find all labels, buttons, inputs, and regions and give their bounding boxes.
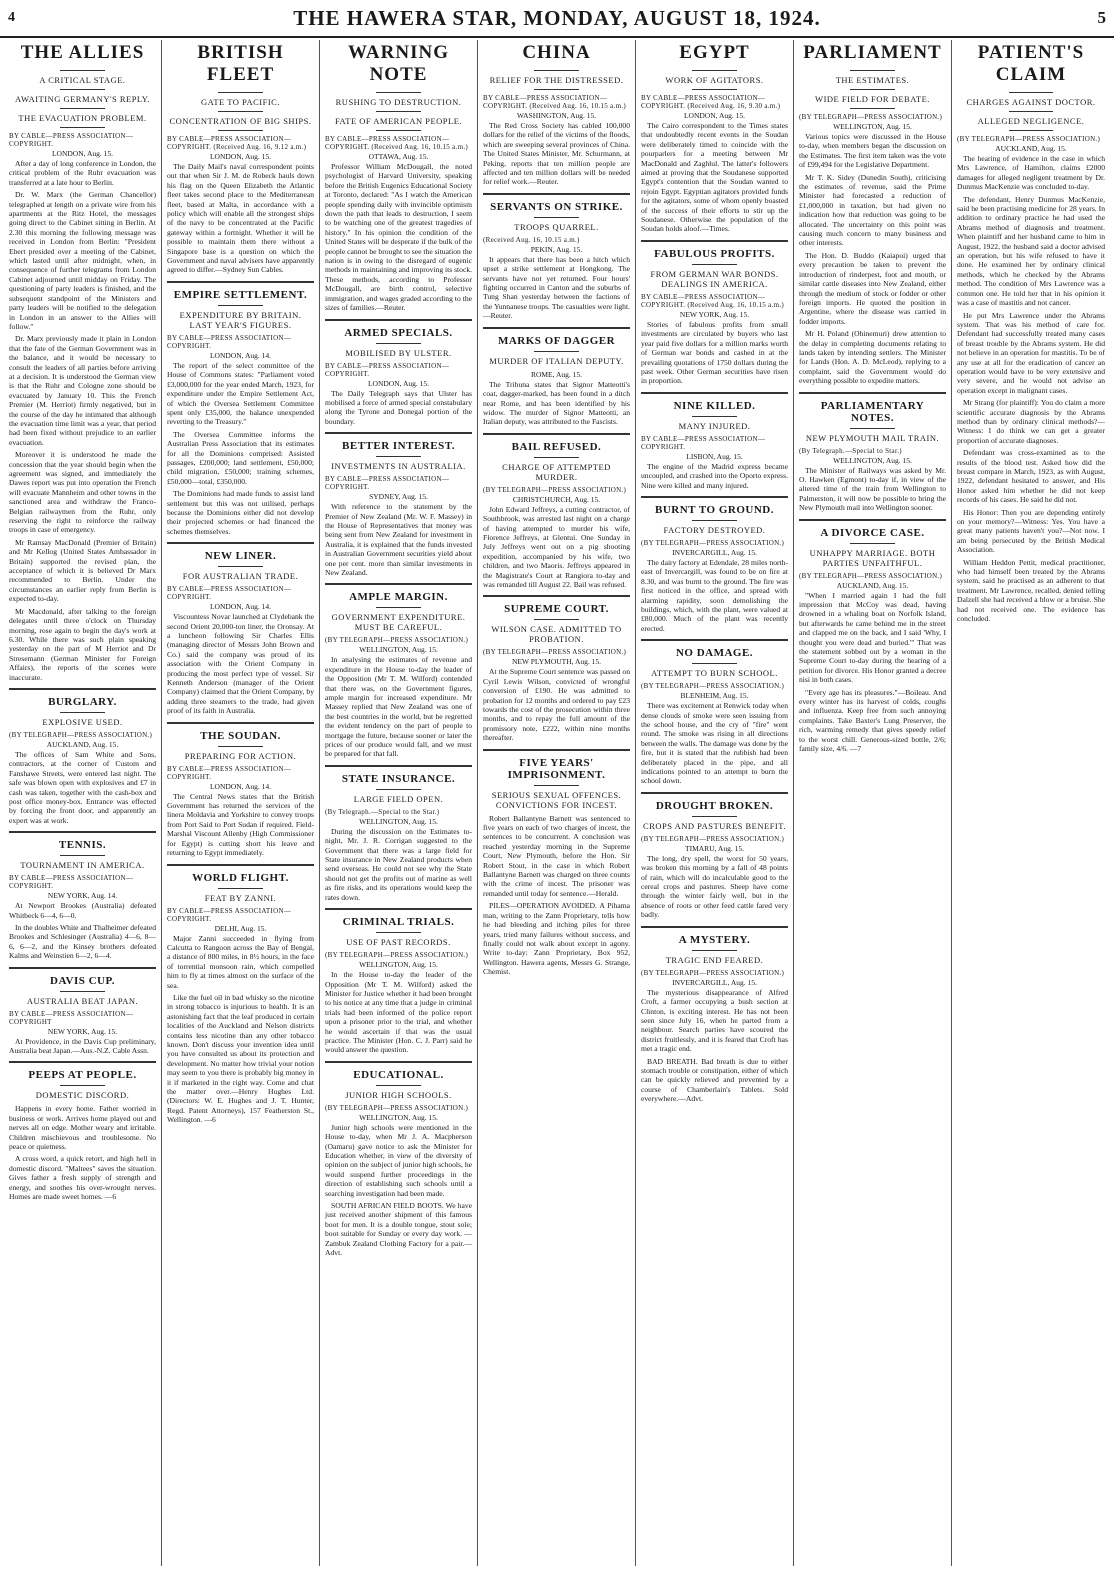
section-divider [167, 722, 314, 724]
news-credit: (BY TELEGRAPH—PRESS ASSOCIATION.) [325, 1103, 469, 1112]
section-title: TENNIS. [58, 839, 107, 852]
news-credit: (Received Aug. 16, 10.15 a.m.) [483, 235, 580, 244]
section-title: EMPIRE SETTLEMENT. [173, 288, 308, 301]
article-paragraph: The Minister of Railways was asked by Mr. O. Hawken (Egmont) to-day if, in view of the altered time of the train from Wellington to Palmerston, it will now be possible to bring the New Plymouth mail into Wellington sooner. [799, 465, 946, 513]
column-headline: CHINA [522, 42, 591, 63]
article-paragraph: PILES—OPERATION AVOIDED. A Pihama man, writing to the Zann Proprietary, tells how he had bleeding and itching piles for three years, tried many failures without success, and finally could not walk about except in agony. Write to-day: Zann Proprietary, Box 952, Wellington. Hawera agents, Messrs G. Strange, Chemist. [483, 901, 630, 977]
article-paragraph: The Dominions had made funds to assist land settlement but this was not utilised, perhaps because the Dominions either did not develop their projected schemes or had financed the schemes themselves. [167, 489, 314, 536]
divider [692, 520, 736, 521]
article-paragraph: With reference to the statement by the Premier of New Zealand (Mr. W. F. Massey) in the House of Representatives that money was being sent from New Zealand for investment in Australia, it is explained that the funds invested in Australian Government securities yield about one per cent. more than similar investments in New Zealand. [325, 502, 472, 577]
article-paragraph: The mysterious disappearance of Alfred Croft, a farmer occupying a bush section at Clinton, is exciting interest. He has not been seen since July 16, when he parted from a neighbour. Search parties have scoured the district fruitlessly, and it is feared that Croft has met a tragic end. [641, 987, 788, 1054]
divider [60, 855, 104, 856]
article-paragraph: Junior high schools were mentioned in the House to-day, when Mr J. A. Macpherson (Oamaru) gave notice to ask the Minister for Education whether, in view of the diversity of opinion on the subject of junior high schools, he would suspend further proceedings in the direction of establishing such schools until a searching investigation had been made. [325, 1122, 472, 1198]
section-deck: LARGE FIELD OPEN. [353, 793, 444, 804]
section-divider [799, 519, 946, 521]
dateline: WELLINGTON, Aug. 15. [359, 816, 438, 826]
article-paragraph: Defendant was cross-examined as to the results of the blood test. Asked how did the breast compare in March, 1923, as with August, 1922, defendant hesitated to answer, and His Honor asked him whether he did not keep records of his cases. He said he did not. [957, 448, 1105, 505]
dateline: LONDON, Aug. 15. [209, 152, 272, 161]
news-column [952, 40, 1110, 1566]
dateline: BLENHEIM, Aug. 15. [680, 691, 749, 701]
dateline: AUCKLAND, Aug. 15. [836, 580, 909, 590]
article-paragraph: After a day of long conference in London, the critical problem of the Ruhr evacuation was transferred at a late hour to Berlin. [9, 159, 156, 187]
section-title: BURGLARY. [48, 695, 117, 708]
divider [692, 70, 736, 71]
headline-deck: FATE OF AMERICAN PEOPLE. [334, 116, 463, 126]
news-credit: BY CABLE—PRESS ASSOCIATION—COPYRIGHT [9, 1009, 134, 1026]
news-credit: BY CABLE—PRESS ASSOCIATION—COPYRIGHT. [325, 475, 450, 492]
article-paragraph: SOUTH AFRICAN FIELD BOOTS. We have just received another shipment of this famous boot for men. It is a double tongue, stout sole; boot suitable for Sunday or every day work. —Zambuk Zealand Clothing Factory for a pair.—Advt. [325, 1201, 472, 1258]
section-deck: EXPLOSIVE USED. [42, 716, 123, 727]
dateline: PEKIN, Aug. 15. [530, 244, 583, 254]
news-credit: (BY TELEGRAPH—PRESS ASSOCIATION.) [641, 682, 785, 691]
column-headline: BRITISH FLEET [197, 42, 284, 85]
section-deck: SERIOUS SEXUAL OFFENCES. CONVICTIONS FOR INCEST. [491, 789, 622, 810]
divider [534, 619, 578, 620]
article-paragraph: In the doubles White and Thalheimer defeated Brookes and Schlesinger (Australia) 4—6, 8—6, 6—2, and the Kinsey brothers defeated Kalms and Weinstien 6—2, 6—4. [9, 923, 156, 961]
divider [376, 789, 420, 790]
section-title: BAIL REFUSED. [511, 440, 602, 453]
column-headline: WARNING NOTE [348, 42, 449, 85]
news-column [320, 40, 478, 1566]
news-credit: (BY TELEGRAPH—PRESS ASSOCIATION.) [641, 834, 785, 843]
dateline: SYDNEY, Aug. 15. [369, 492, 428, 502]
article-paragraph: His Honor: Then you are depending entirely on your memory?—Witness: Yes. You have a great many patients haven't you?—Not now. I am being persecuted by the British Medical Association. [957, 507, 1105, 555]
headline-deck: A CRITICAL STAGE. [39, 75, 126, 85]
divider [60, 89, 104, 90]
article-paragraph: William Heddon Pettit, medical practitioner, who had himself been treated by the Abrams system, said he practised as an adherent to that treatment. Mr Lawrence, recalled, denied telling Dalzell she had received a blow or a bruise. She had not received one. The evidence has concluded. [957, 557, 1105, 624]
divider [376, 456, 420, 457]
article-paragraph: A cross word, a quick retort, and high hell in domestic discord. "Maltees" saves the situation. Gives father a fresh supply of strength and energy, and soothes his over-wrought nerves. Homes are made sweet homes. —6 [9, 1154, 156, 1202]
divider [850, 428, 894, 429]
headline-deck: ALLEGED NEGLIGENCE. [977, 116, 1085, 126]
dateline: NEW YORK, Aug. 15. [47, 1026, 118, 1036]
section-deck: WILSON CASE. ADMITTED TO PROBATION. [491, 624, 622, 645]
section-divider [9, 688, 156, 690]
section-deck: DOMESTIC DISCORD. [35, 1090, 130, 1101]
section-deck: UNHAPPY MARRIAGE. BOTH PARTIES UNFAITHFUL. [809, 547, 936, 568]
section-divider [641, 496, 788, 498]
dateline: LONDON, Aug. 14. [209, 602, 272, 612]
headline-deck: CHARGES AGAINST DOCTOR. [966, 97, 1096, 107]
article-paragraph: The offices of Sam White and Sons, contractors, at the corner of Custom and Fanshawe Streets, were entered last night. The safe was blown open with explosives and £7 in cash was taken, together with the cash-box and post office money-box. Entrance was effected by forcing the front door, and apparently an expert was at work. [9, 749, 156, 825]
section-divider [325, 583, 472, 585]
divider [376, 111, 420, 112]
article-paragraph: At Newport Brookes (Australia) defeated Whitbeck 6—4, 6—0. [9, 901, 156, 920]
section-deck: FACTORY DESTROYED. [663, 524, 766, 535]
section-title: EDUCATIONAL. [353, 1068, 444, 1081]
section-deck: FEAT BY ZANNI. [204, 892, 277, 903]
article-paragraph: Happens in every home. Father worried in business or work. Arrives home played out and nerves all on edge. Mother weary and irritable. Children mischievous and troublesome. No peace or quietness. [9, 1104, 156, 1152]
news-column [794, 40, 952, 1566]
dateline: AUCKLAND, Aug. 15. [46, 739, 119, 749]
news-credit: (BY TELEGRAPH—PRESS ASSOCIATION.) [799, 571, 943, 580]
news-credit: (By Telegraph.—Special to the Star.) [325, 807, 440, 816]
article-paragraph: Mr Strang (for plaintiff): You do claim a more scientific accurate diagnosis by the Abrams method than by ordinary clinical methods?—Witness: I do think we can get a greater proportion of accurate diagnoses. [957, 398, 1105, 445]
dateline: ROME, Aug. 15. [530, 369, 583, 379]
headline-deck: RELIEF FOR THE DISTRESSED. [489, 75, 624, 85]
divider [692, 663, 736, 664]
article-paragraph: The Cairo correspondent to the Times states that undoubtedly recent events in the Soudan were deliberately timed to coincide with the pourparlers for a meeting between Mr MacDonald and Zaghlul. The latter's followers aimed at proving that the Soudanese supported Egypt's contention that the Soudan wanted to rejoin Egypt. Egyptian agitators provided funds for the agitators, some of whom openly boasted of the success of their efforts to stir up the Soudanese. Otherwise the population of the Soudan holds aloof.—Times. [641, 121, 788, 234]
dateline: DELHI, Aug. 15. [214, 923, 267, 933]
article-paragraph: Dr. W. Marx (the German Chancellor) telegraphed at length on a private wire from his apartments at the Ritz Hotel, the messages going direct to the Cabinet sitting in Berlin. At 2.30 this morning the following message was received in London from Berlin: "President Ebert presided over a meeting of the Cabinet, which lasted until after midnight, when, in consequence of further telegrams from London Cabinet adjourned until midday on Friday. The questioning of party leaders is finished, and the subsequent standpoint of the Ministers and party leaders will be notified to the delegation in London in an answer to the Allies will follow." [9, 190, 156, 331]
news-credit: (By Telegraph.—Special to Star.) [799, 446, 902, 455]
section-deck: INVESTMENTS IN AUSTRALIA. [331, 461, 466, 472]
headline-deck: AWAITING GERMANY'S REPLY. [15, 94, 150, 104]
section-deck: GOVERNMENT EXPENDITURE. MUST BE CAREFUL. [331, 612, 466, 633]
article-paragraph: The Tribuna states that Signor Matteotti's coat, dagger-marked, has been found in a ditch near Rome, and has been identified by his widow. The murder of Signor Matteotti, an Italian deputy, was attributed to the Fascists. [483, 379, 630, 427]
section-divider [483, 327, 630, 329]
headline-deck: GATE TO PACIFIC. [201, 97, 280, 107]
section-title: CRIMINAL TRIALS. [342, 916, 455, 929]
section-divider [325, 765, 472, 767]
article-paragraph: Major Zanni succeeded in flying from Calcutta to Rangoon across the Bay of Bengal, a distance of 800 miles, in 8½ hours, in the face of torrential monsoon rain, which compelled him to fly at times almost on the surface of the sea. [167, 933, 314, 990]
section-title: PARLIAMENTARY NOTES. [820, 399, 925, 424]
news-column [478, 40, 636, 1566]
section-title: STATE INSURANCE. [341, 772, 456, 785]
section-deck: ATTEMPT TO BURN SCHOOL. [651, 668, 778, 679]
divider [376, 1085, 420, 1086]
section-deck: JUNIOR HIGH SCHOOLS. [345, 1089, 452, 1100]
section-divider [641, 792, 788, 794]
column-headline: PARLIAMENT [803, 42, 942, 63]
dateline: AUCKLAND, Aug. 15. [995, 144, 1067, 153]
section-divider [483, 433, 630, 435]
section-title: AMPLE MARGIN. [349, 591, 448, 604]
news-credit: BY CABLE—PRESS ASSOCIATION—COPYRIGHT. [167, 906, 292, 923]
news-credit: BY CABLE—PRESS ASSOCIATION—COPYRIGHT. (Received Aug. 16, 10.15 a.m.) [483, 94, 627, 110]
section-deck: CROPS AND PASTURES BENEFIT. [643, 820, 786, 831]
news-credit: BY CABLE—PRESS ASSOCIATION—COPYRIGHT. (Received Aug. 16, 10.15 a.m.) [641, 292, 785, 309]
section-deck: TOURNAMENT IN AMERICA. [20, 860, 145, 871]
article-paragraph: At Providence, in the Davis Cup preliminary, Australia beat Japan.—Aus.-N.Z. Cable Assn. [9, 1036, 156, 1056]
news-credit: BY CABLE—PRESS ASSOCIATION—COPYRIGHT. (Received Aug. 16, 9.30 a.m.) [641, 94, 781, 110]
page-number-left: 4 [8, 10, 15, 25]
article-paragraph: The Oversea Committee informs the Australian Press Association that its estimates for all the Dominions comprised: Assisted passages, £200,000; land settlement, £50,000; child migration, £50,000; training schemes, £50,000—total, £350,000. [167, 429, 314, 486]
section-title: FIVE YEARS' IMPRISONMENT. [507, 756, 606, 781]
divider [850, 89, 894, 90]
article-paragraph: In analysing the estimates of revenue and expenditure in the House to-day the leader of the Opposition (Mr T. M. Wilford) contended that there was, on the Government figures, ample margin for increased expenditure. Mr Massey replied that New Zealand was one of the best countries in the world, but he regretted the evident tendency on the part of people to mortgage the future, because sooner or later the prices of our produce would fall, and we must be prepared for that fall. [325, 655, 472, 759]
masthead [0, 0, 1114, 38]
news-credit: (BY TELEGRAPH—PRESS ASSOCIATION.) [641, 968, 785, 977]
article-paragraph: Professor William McDougall, the noted psychologist of Harvard University, speaking before the British Eugenics Educational Society at Toronto, declared: "As I watch the American people spending daily with invincible optimism down the path that leads to destruction, I seem to be watching one of the greatest tragedies of history." In his opinion the condition of the United States will be desperate if the bulk of the people cannot be brought to see the situation the nation is in owing to the disregard of eugenic methods in maintaining and improving its stock. These methods, according to Professor McDougall, are birth control, selective immigration, and wages graded according to the sizes of families.—Reuter. [325, 162, 473, 313]
section-divider [641, 240, 788, 242]
section-title: DROUGHT BROKEN. [655, 799, 774, 812]
divider [60, 712, 104, 713]
section-deck: TROOPS QUARREL. [514, 221, 599, 232]
divider [60, 991, 104, 992]
divider [692, 950, 736, 951]
section-divider [325, 432, 472, 434]
article-paragraph: It appears that there has been a hitch which upset a strike settlement at Hongkong. The servants have not yet returned. Four hours' fighting occurred in Canton and the suburbs of Tung Shan yesterday between the factions of the Yunnanese troops. The casualties were light.—Reuter. [483, 254, 630, 321]
section-deck: EXPENDITURE BY BRITAIN. LAST YEAR'S FIGURES. [179, 309, 302, 330]
article-paragraph: The Hon. D. Buddo (Kaiapoi) urged that every precaution be taken to prevent the introduction of rinderpest, foot and mouth, or similar cattle diseases into New Zealand, either through the medium of stock or fodder or other foreign imports. He quoted the position in Argentine, where the disease was carried in fodder imports. [799, 250, 946, 326]
divider [218, 92, 262, 93]
divider [692, 416, 736, 417]
article-paragraph: Mr Macdonald, after talking to the foreign delegates until three o'clock on Thursday morning, rose again to begin the day's work at 6.30. While there was such plain speaking yesterday on the part of M Herriot and Dr Stresemann (German Minister for Foreign Affairs), the reports of the scenes were inaccurate. [9, 606, 156, 682]
dateline: TIMARU, Aug. 15. [685, 843, 744, 853]
article-paragraph: The report of the select committee of the House of Commons states: "Parliament voted £3,000,000 for the year ended March, 1923, for expenditure under the Empire Settlement Act, of which the Oversea Settlement Committee spent only £35,000, the balance unexpended reverting to the Treasury." [167, 360, 314, 427]
dateline: WELLINGTON, Aug. 15. [359, 960, 438, 970]
section-title: SERVANTS ON STRIKE. [490, 200, 623, 213]
dateline: NEW PLYMOUTH, Aug. 15. [511, 657, 602, 667]
divider [850, 543, 894, 544]
section-deck: AUSTRALIA BEAT JAPAN. [26, 995, 139, 1006]
divider [692, 264, 736, 265]
article-paragraph: John Edward Jeffreys, a cutting contractor, of Southbrook, was arrested last night on a charge of having attempted to murder his wife, Florence Jeffreys, at Glentui. One Sunday in July Jeffreys went out on a pig shooting expedition, accompanied by his wife, two children, and two Maoris. Jeffreys appeared in the Magistrate's Court at Rangiora to-day and was remanded till August 22. Bail was refused. [483, 504, 630, 589]
divider [1009, 130, 1053, 131]
section-title: BURNT TO GROUND. [655, 503, 774, 516]
article-paragraph: Like the fuel oil in bad whisky so the nicotine in strong tobacco is injurious to health. It is an astonishing fact that the leaf produced in certain localities of the Auckland and Nelson districts contains less nicotine than any other tobacco known. Don't discuss your invention idea until you have consulted us about its protection and development. No matter how trivial your notion may seem to you there is probably big money in it if marketed in the right way. Come and chat the matter over.—Henry Hughes Ltd. (Directors: W. E. Hughes and J. T. Hunter, Regd. Patent Attorneys), 157 Featherston St., Wellington. —6 [167, 992, 314, 1125]
section-deck: FROM GERMAN WAR BONDS. DEALINGS IN AMERICA. [650, 268, 779, 289]
page-number: 5 [1097, 8, 1106, 27]
article-paragraph: The dairy factory at Edendale, 28 miles north-east of Invercargill, was found to be on fire at 8.30, and was burnt to the ground. The fire was first noticed in the office, and spread with alarming rapidity, soon demolishing the buildings, which, with the plant, were valued at £80,000. Much of the plant was recently erected. [641, 557, 788, 633]
section-title: MARKS OF DAGGER [497, 334, 616, 347]
divider [60, 108, 104, 109]
headline-deck: WIDE FIELD FOR DEBATE. [815, 94, 930, 104]
article-paragraph: Various topics were discussed in the House to-day, when members began the discussion on the Estimates. The first item taken was the vote of £99,494 for the Legislative Department. [799, 132, 946, 170]
section-deck: MOBILISED BY ULSTER. [345, 347, 452, 358]
column-headline: EGYPT [679, 42, 750, 63]
divider [534, 785, 578, 786]
section-title: DAVIS CUP. [50, 974, 115, 987]
section-title: THE SOUDAN. [200, 729, 281, 742]
section-divider [325, 1061, 472, 1063]
article-paragraph: "When I married again I had the full impression that McCoy was dead, having drowned in a whaling boat on Norfolk Island, but afterwards he came behind me in the street and clapped me on the back, and I said 'Why, I thought you were dead and buried.'" That was the statement sobbed out by a woman in the Supreme Court to-day during the hearing of a petition for divorce. His Honor granted a decree nisi in both cases. [799, 590, 946, 685]
news-credit: (BY TELEGRAPH—PRESS ASSOCIATION.) [325, 636, 469, 645]
divider [376, 607, 420, 608]
article-paragraph: Mr H. Poland (Ohinemuri) drew attention to the delay in completing documents relating to lands taken by intending settlers. The Minister for Lands (Hon. A. D. McLeod), replying to a complaint, said the Government would do everything possible to expedite matters. [799, 329, 946, 386]
news-credit: BY CABLE—PRESS ASSOCIATION—COPYRIGHT. [167, 764, 292, 781]
dateline: LONDON, Aug. 15. [683, 111, 746, 120]
dateline: CHRISTCHURCH, Aug. 15. [512, 494, 601, 504]
article-paragraph: The Daily Telegraph says that Ulster has mobilised a force of armed special constabulary along the Tyrone and Donegal portion of the boundary. [325, 388, 472, 426]
article-paragraph: There was excitement at Renwick today when dense clouds of smoke were seen issuing from the school house, and the cry of "fire" went round. The smoke was rising in all directions between the walls. The damage was done by the fire, but it is stated that the rubbish had been deliberately placed in the pipe, and all indications pointed to an attempt to burn the school down. [641, 701, 788, 786]
column-headline: PATIENT'S CLAIM [977, 42, 1085, 85]
section-deck: FOR AUSTRALIAN TRADE. [182, 571, 299, 582]
section-divider [167, 864, 314, 866]
dateline: WELLINGTON, Aug. 15. [833, 455, 912, 465]
dateline: LONDON, Aug. 14. [209, 781, 272, 791]
headline-deck: THE ESTIMATES. [835, 75, 910, 85]
section-deck: MURDER OF ITALIAN DEPUTY. [489, 355, 624, 366]
divider [218, 888, 262, 889]
news-credit: BY CABLE—PRESS ASSOCIATION—COPYRIGHT. (Received Aug. 16, 9.12 a.m.) [167, 135, 307, 151]
article-paragraph: The hearing of evidence in the case in which Mrs Lawrence, of Hamilton, claims £2000 damages for alleged negligent treatment by Dr. Dunmus MacKenzie was concluded to-day. [957, 154, 1105, 192]
section-deck: NEW PLYMOUTH MAIL TRAIN. [805, 432, 940, 443]
headline-deck: RUSHING TO DESTRUCTION. [335, 97, 462, 107]
divider [850, 70, 894, 71]
divider [60, 70, 104, 71]
divider [60, 1085, 104, 1086]
divider [692, 816, 736, 817]
article-paragraph: Viscountess Novar launched at Clydebank the second Orient 20,000-ton liner, the Oronsay. At a luncheon following Sir Charles Ellis (managing director of Messrs John Brown and Co.) said the company was proud of its association with the Orient Company in producing the most perfect type of vessel. Sir Kenneth Anderson (manager of the Orient Company) claimed that the Orient Company, by adding three steamers to the trade, had given proof of its faith in Australia. [167, 612, 314, 716]
section-divider [483, 749, 630, 751]
article-paragraph: The Red Cross Society has cabled 100,000 dollars for the relief of the victims of the floods, which are sweeping several provinces of China. The United States Minister, Mr. Schurmann, at Peking, reports that ten million people are affected and ten million dollars will be needed for relief work.—Reuter. [483, 121, 630, 187]
article-paragraph: The defendant, Henry Dunmus MacKenzie, said he been practising medicine for 28 years. In addition to ordinary practice he had used the Abrams method of diagnosis and treatment. When plaintiff and her husband came to him in August, 1922, the husband said a doctor advised an operation, but his wife refused to have it done. He examined her by ordinary clinical methods, which he checked by the Abrams method. The condition of Mrs Lawrence was a common one. He told her that in his opinion it was a case of mastitis and not cancer. [957, 194, 1105, 308]
article-paragraph: The Central News states that the British Government has returned the services of the linera Moldavia and Yorkshire to convey troops from Port Said to Port Sudan if required. Field-Marshal Viscount Allenby (High Commissioner for Egypt) is cutting short his leave and returning to Egypt immediately. [167, 791, 314, 858]
divider [376, 130, 420, 131]
section-title: NEW LINER. [204, 550, 277, 563]
divider [534, 217, 578, 218]
section-deck: PREPARING FOR ACTION. [184, 750, 297, 761]
divider [534, 70, 578, 71]
divider [218, 130, 262, 131]
section-divider [325, 319, 472, 321]
divider [218, 746, 262, 747]
section-divider [167, 542, 314, 544]
article-paragraph: The long, dry spell, the worst for 50 years, was broken this morning by a fall of 48 points of rain, which will do incalculable good to the cereal crops and pastures. Sheep have come through the winter fairly well, but in the absence of roots or other feed cattle fared very badly. [641, 853, 788, 920]
divider [692, 89, 736, 90]
section-divider [167, 281, 314, 283]
newspaper-title: THE HAWERA STAR, MONDAY, AUGUST 18, 1924. [293, 6, 821, 30]
section-divider [799, 392, 946, 394]
section-divider [9, 831, 156, 833]
section-title: PEEPS AT PEOPLE. [28, 1069, 137, 1082]
section-deck: TRAGIC END FEARED. [665, 954, 764, 965]
article-paragraph: "Every age has its pleasures."—Boileau. And every winter has its harvest of colds, coughs and influenza. Keep free from such annoying complaints. Take Baxter's Lung Preserver, the rich, warming remedy that gives speedy relief to the worst chill. Generous-sized bottle, 2/6; family size, 4/6. —7 [799, 687, 946, 754]
divider [218, 111, 262, 112]
divider [218, 566, 262, 567]
section-title: SUPREME COURT. [504, 603, 609, 616]
section-title: A MYSTERY. [678, 933, 751, 946]
dateline: WELLINGTON, Aug. 15. [359, 645, 438, 655]
headline-deck: THE EVACUATION PROBLEM. [18, 113, 147, 123]
news-credit: (BY TELEGRAPH—PRESS ASSOCIATION.) [325, 951, 469, 960]
column-headline: THE ALLIES [20, 42, 145, 63]
section-divider [9, 967, 156, 969]
section-title: FABULOUS PROFITS. [654, 247, 775, 260]
article-paragraph: Mr T. K. Sidey (Dunedin South), criticising the estimates of revenue, said the Prime Minister had forecasted a reduction of £1,000,000 in taxation, but had given no indication how that reduction was going to be allocated. The uncertainty on this point was causing much concern to many business and other interests. [799, 172, 946, 248]
divider [376, 343, 420, 344]
dateline: OTTAWA, Aug. 15. [368, 152, 429, 161]
divider [1009, 111, 1053, 112]
dateline: WELLINGTON, Aug. 15. [833, 122, 912, 131]
news-credit: (BY TELEGRAPH—PRESS ASSOCIATION.) [957, 135, 1101, 143]
section-divider [483, 193, 630, 195]
dateline: LONDON, Aug. 15. [367, 378, 430, 388]
article-paragraph: The Daily Mail's naval correspondent points out that when Sir J. M. de Robeck hauls down his flag on the Queen Elizabeth the Atlantic fleet takes second place to the Mediterranean fleet, based at Malta, in accordance with a policy which will enable all the strongest ships of the navy to be concentrated at the Pacific gateway within a fortnight. Whether it will be possible to maintain them there without a Singapore base is a question on which the Government and naval advisers have apparently agreed to differ.—Sydney Sun Cables. [167, 162, 314, 275]
dateline: LISBON, Aug. 15. [686, 451, 743, 461]
news-credit: BY CABLE—PRESS ASSOCIATION—COPYRIGHT. (Received Aug. 16, 10.15 a.m.) [325, 135, 469, 151]
section-divider [9, 1061, 156, 1063]
divider [850, 108, 894, 109]
divider [534, 351, 578, 352]
article-paragraph: Dr. Marx previously made it plain in London that the fate of the German Government was in the balance, and it would be necessary to consult the leaders of all parties before arriving at a decision. It is understood the German view is that the Ruhr and Cologne zone should be evacuated by January 10. This the French Premier (M. Herriot) firmly negatived, but in the course of the day he intimated that although the evacuation time limit was a year, that period had been fixed without prejudice to an earlier evacuation. [9, 334, 156, 447]
article-paragraph: BAD BREATH. Bad breath is due to either stomach trouble or constipation, either of which can be quickly relieved and prevented by a course of Chamberlain's Tablets. Sold everywhere.—Advt. [641, 1056, 788, 1104]
divider [376, 932, 420, 933]
dateline: NEW YORK, Aug. 14. [47, 891, 118, 901]
dateline: LONDON, Aug. 14. [209, 350, 272, 360]
news-credit: BY CABLE—PRESS ASSOCIATION—COPYRIGHT. [167, 585, 292, 602]
divider [376, 92, 420, 93]
section-divider [641, 926, 788, 928]
section-divider [641, 639, 788, 641]
news-credit: BY CABLE—PRESS ASSOCIATION—COPYRIGHT. [167, 333, 292, 350]
divider [60, 127, 104, 128]
article-paragraph: At the Supreme Court sentence was passed on Cyril Lewis Wilson, convicted of wrongful conversion of £190. He was admitted to probation for 12 months and ordered to pay £23 towards the cost of the prosecution within three months, and to repay the full amount of the promissory note, £222, within nine months thereafter. [483, 667, 630, 743]
news-column [162, 40, 320, 1566]
section-deck: MANY INJURED. [678, 420, 751, 431]
section-divider [325, 908, 472, 910]
section-title: NO DAMAGE. [675, 647, 754, 660]
news-credit: (BY TELEGRAPH—PRESS ASSOCIATION.) [799, 113, 943, 121]
article-paragraph: Stories of fabulous profits from small investments are circulated by buyers who last year paid five dollars for a million marks worth of German war bonds and cashed in at the prevailing quotations of 1750 dollars during the past week. Other German securities have risen in proportion. [641, 319, 788, 386]
news-column [636, 40, 794, 1566]
divider [218, 305, 262, 306]
news-credit: BY CABLE—PRESS ASSOCIATION—COPYRIGHT. [325, 361, 450, 378]
page-columns [4, 40, 1110, 1566]
divider [1009, 92, 1053, 93]
article-paragraph: Mr Ramsay MacDonald (Premier of Britain) and Mr Kellog (United States Ambassador in Britain) supported the revised plan, the acceptance of which it is believed Dr Marx recommended to Berlin. Under the circumstances an earlier reply from Berlin is expected to-day. [9, 537, 156, 604]
headline-deck: CONCENTRATION OF BIG SHIPS. [169, 116, 312, 126]
article-paragraph: Moreover it is understood he made the concession that the year should begin when the agreement was signed, and immediately the Dawes report was put into operation the French will evacuate Mannheim and other towns in the sanctioned area and withdraw the Franco-Belgian railwaymen from the Ruhr, only reserving the right to reinforce the railway troops in case of emergency. [9, 450, 156, 535]
section-deck: USE OF PAST RECORDS. [346, 937, 451, 948]
section-title: NINE KILLED. [673, 399, 756, 412]
news-credit: (BY TELEGRAPH—PRESS ASSOCIATION.) [483, 485, 627, 494]
news-credit: BY CABLE—PRESS ASSOCIATION—COPYRIGHT. [9, 874, 134, 891]
divider [534, 89, 578, 90]
section-divider [483, 595, 630, 597]
section-deck: CHARGE OF ATTEMPTED MURDER. [502, 461, 611, 482]
dateline: INVERCARGILL, Aug. 15. [672, 547, 757, 557]
article-paragraph: In the House to-day the leader of the Opposition (Mr T. M. Wilford) asked the Minister for Justice whether it had been brought to his notice at any time that a judge in criminal trials had been informed of the police report upon a prisoner prior to the trial, and whether he would ascertain if that was the usual practice. The Minister (Hon. C. J. Parr) said he would answer the question. [325, 970, 472, 1055]
dateline: INVERCARGILL, Aug. 15. [672, 977, 757, 987]
section-title: A DIVORCE CASE. [820, 526, 925, 539]
dateline: WELLINGTON, Aug. 15. [359, 1112, 438, 1122]
dateline: NEW YORK, Aug. 15. [679, 309, 750, 319]
dateline: LONDON, Aug. 15. [51, 149, 114, 158]
news-credit: (BY TELEGRAPH—PRESS ASSOCIATION.) [641, 538, 785, 547]
article-paragraph: Robert Ballantyne Barnett was sentenced to five years on each of two charges of incest, the sentences to be concurrent. A conclusion was reached yesterday morning in the Supreme Court, New Plymouth, before the Hon. Sir Robert Stout, in the case in which Robert Ballantyne Barnett was charged on three counts with the crime of incest. The prisoner was remanded until today for sentence.—Herald. [483, 813, 630, 898]
news-column [4, 40, 162, 1566]
section-divider [641, 392, 788, 394]
article-paragraph: The engine of the Madrid express became uncoupled, and crashed into the Oporto express. Nine were killed and many injured. [641, 461, 788, 490]
dateline: WASHINGTON, Aug. 15. [516, 111, 597, 120]
news-credit: BY CABLE—PRESS ASSOCIATION—COPYRIGHT. [9, 132, 134, 148]
news-credit: (BY TELEGRAPH—PRESS ASSOCIATION.) [483, 648, 627, 657]
news-credit: BY CABLE—PRESS ASSOCIATION—COPYRIGHT. [641, 434, 766, 451]
section-title: ARMED SPECIALS. [344, 326, 453, 339]
section-title: WORLD FLIGHT. [192, 871, 289, 884]
article-paragraph: During the discussion on the Estimates to-night, Mr. J. R. Corrigan suggested to the Government that there was a large field for State insurance in New Zealand products when send overseas. He could not see why the State should not get the profits out of marine as well as fire risks, and its operations would keep the rates down. [325, 826, 472, 902]
divider [534, 457, 578, 458]
news-credit: (BY TELEGRAPH—PRESS ASSOCIATION.) [9, 730, 153, 739]
headline-deck: WORK OF AGITATORS. [665, 75, 764, 85]
section-title: BETTER INTEREST. [342, 440, 455, 453]
article-paragraph: He put Mrs Lawrence under the Abrams system. That was his method of care for. Defendant had successfully treated many cases of breast trouble by the Abrams system. He did not believe in an operation for mastitis. To be of any use at all for the eradication of cancer an operation would have to be very extensive and very severe, and he would not advise an operation except in malignant cases. [957, 310, 1105, 395]
